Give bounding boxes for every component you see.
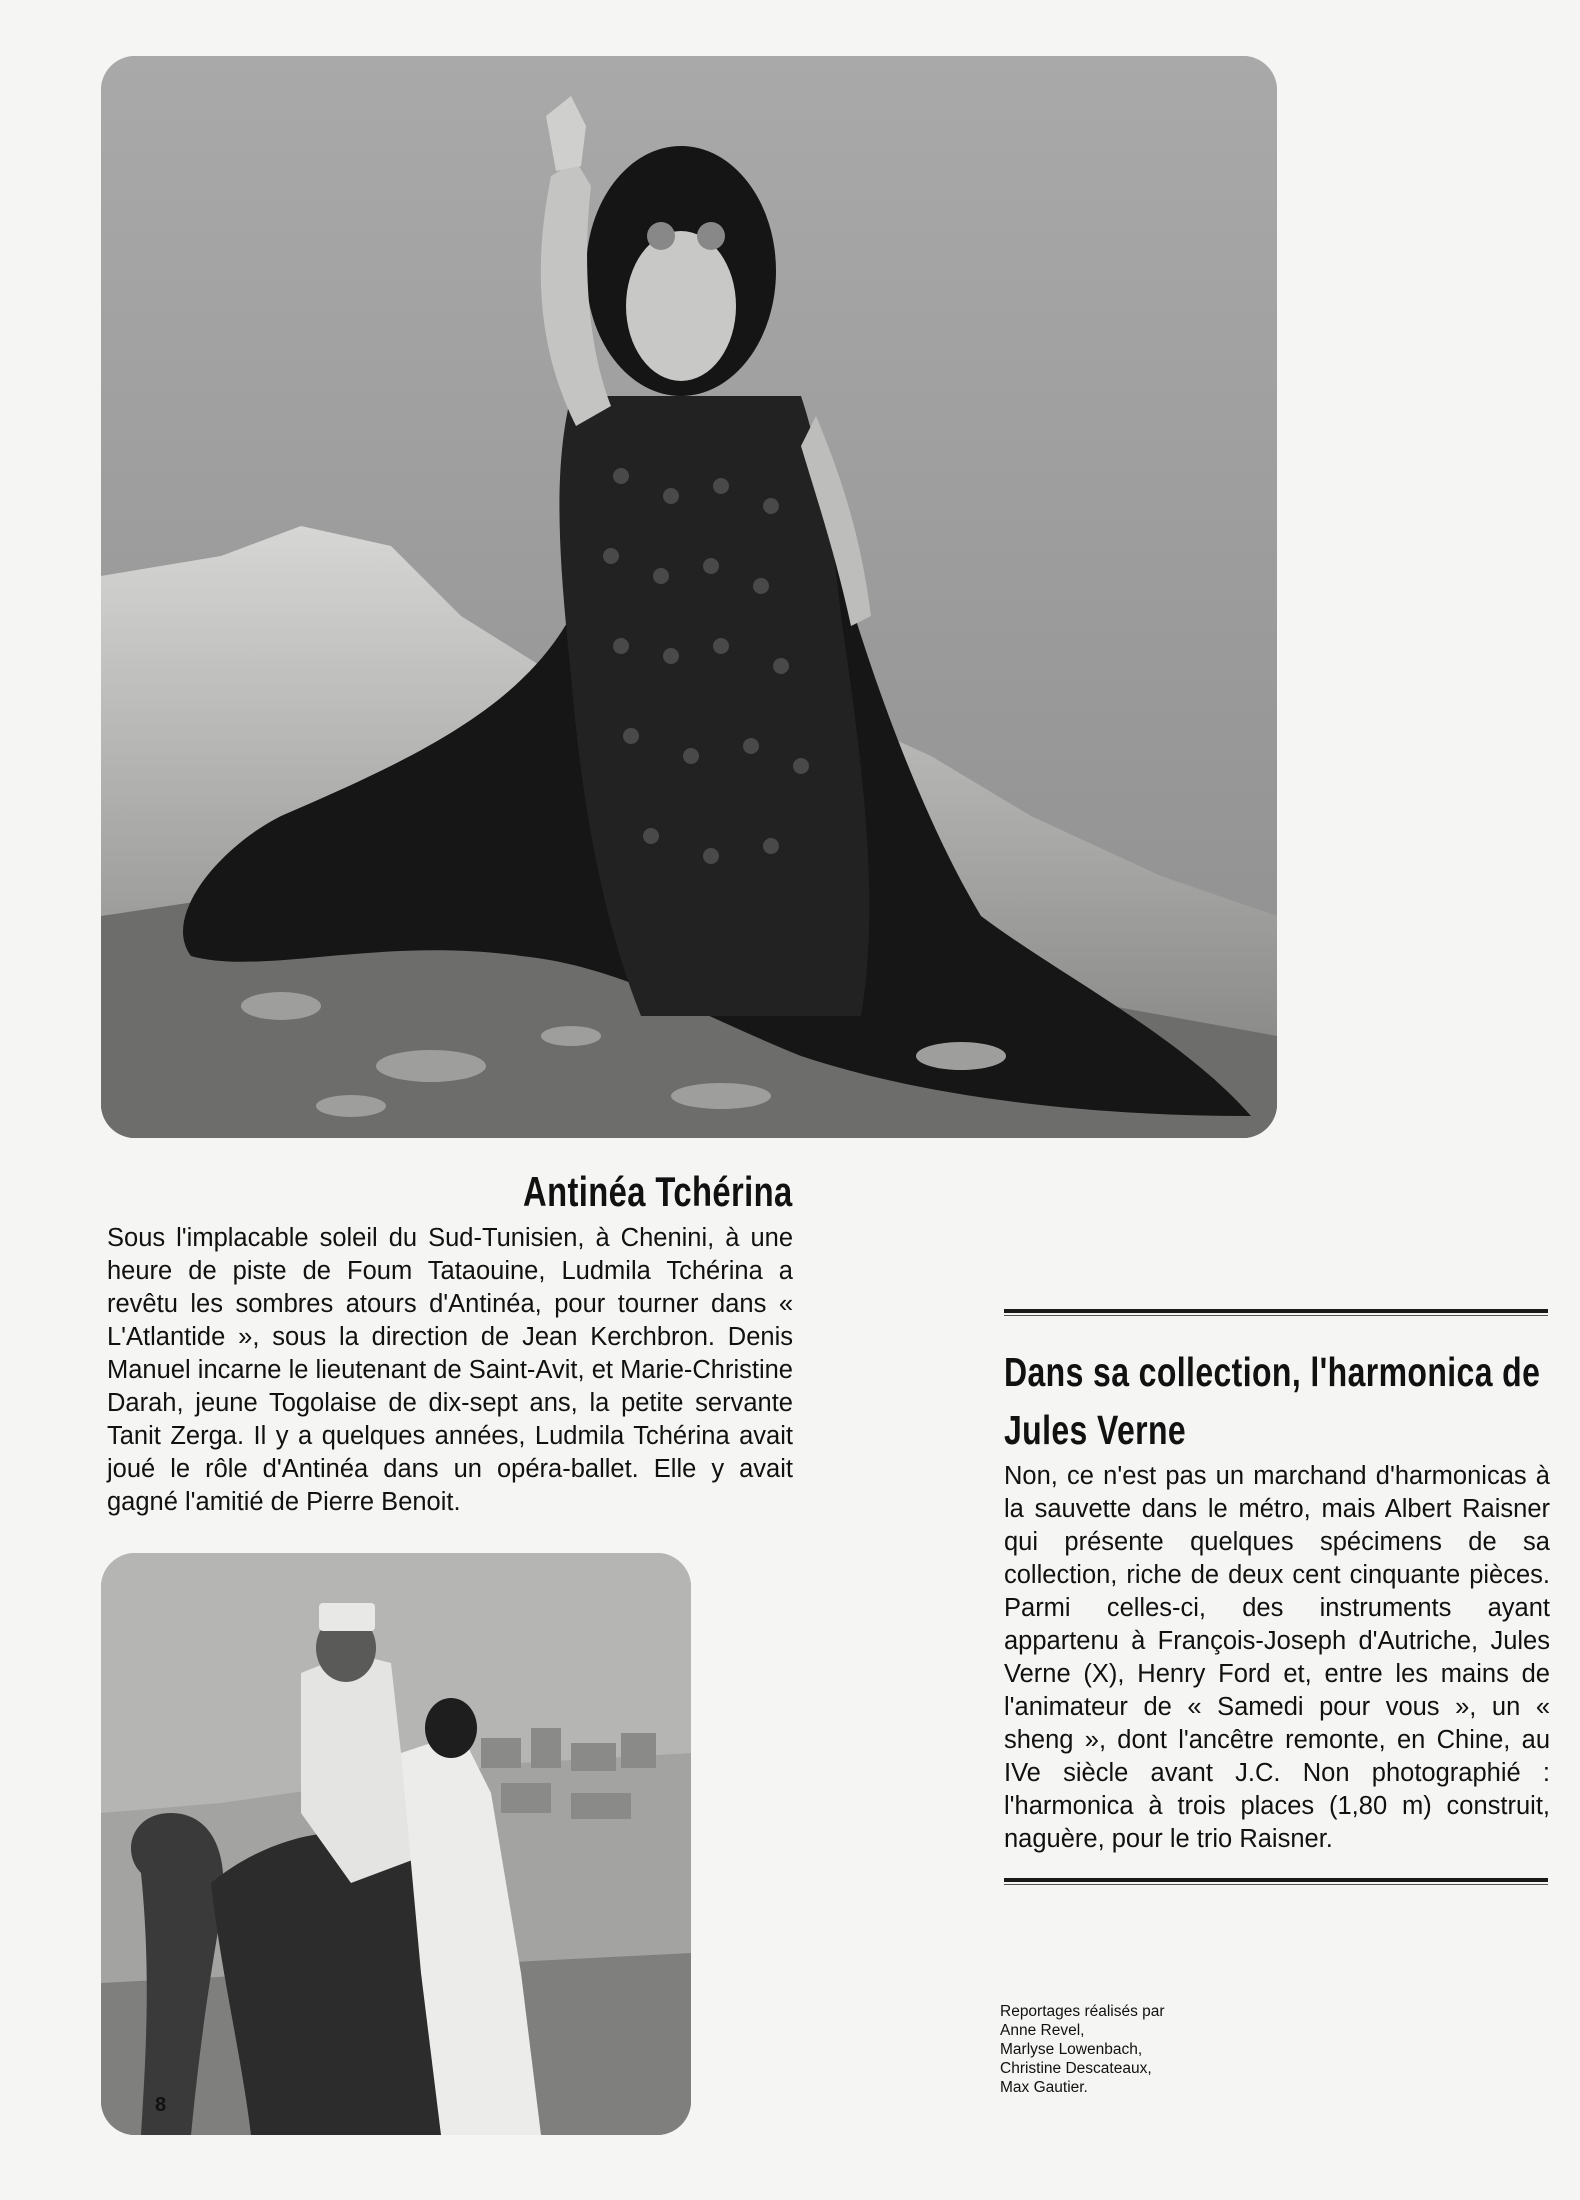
antinea-headline: Antinéa Tchérina bbox=[523, 1168, 793, 1215]
divider-top bbox=[1004, 1309, 1548, 1313]
divider-bottom bbox=[1004, 1878, 1548, 1882]
credits-line: Anne Revel, bbox=[1000, 2022, 1085, 2039]
antinea-body-text: Sous l'implacable soleil du Sud-Tunisien, à Chenini, à une heure de piste de Foum Tataouine, Ludmila Tchérina a revêtu les sombres atours d'Antinéa, pour tourner dans « L'Atlantide », sous la direction de Jean Kerchbron. Denis Manuel incarne le lieutenant de Saint-Avit, et Marie-Christine Darah, jeune Togolaise de dix-sept ans, la petite servante Tanit Zerga. Il y a quelques années, Ludmila Tchérina avait joué le rôle d'Antinéa dans un opéra-ballet. Elle y avait gagné l'amitié de Pierre Benoit. bbox=[107, 1224, 793, 1516]
credits-block bbox=[1000, 2002, 1165, 2097]
photo-antinea-tcherina bbox=[101, 56, 1277, 1138]
page-number: 8 bbox=[155, 2094, 167, 2116]
credits-line: Christine Descateaux, bbox=[1000, 2060, 1152, 2077]
credits-line: Marlyse Lowenbach, bbox=[1000, 2041, 1143, 2058]
credits-line: Reportages réalisés par bbox=[1000, 2003, 1165, 2020]
harmonica-headline: Dans sa collection, l'harmonica de Jules Verne bbox=[1004, 1349, 1541, 1453]
credits-line: Max Gautier. bbox=[1000, 2079, 1088, 2096]
photo-camel-scene bbox=[101, 1553, 691, 2135]
harmonica-body-text: Non, ce n'est pas un marchand d'harmonicas à la sauvette dans le métro, mais Albert Raisner qui présente quelques spécimens de sa collection, riche de deux cent cinquante pièces. Parmi celles-ci, des instruments ayant appartenu à François-Joseph d'Autriche, Jules Verne (X), Henry Ford et, entre les mains de l'animateur de « Samedi pour vous », un « sheng », dont l'ancêtre remonte, en Chine, au IVe siècle avant J.C. Non photographié : l'harmonica à trois places (1,80 m) construit, naguère, pour le trio Raisner. bbox=[1004, 1462, 1550, 1853]
